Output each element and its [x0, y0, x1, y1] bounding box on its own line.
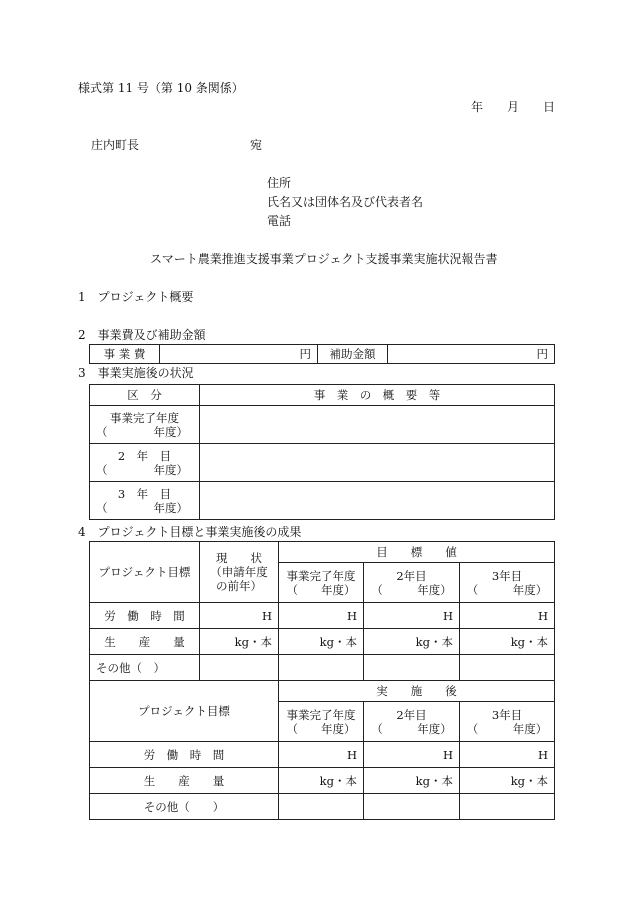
row-label: 3 年 目 — [117, 486, 172, 501]
col-line1: 2年目 — [396, 707, 427, 722]
target-col-year2 — [364, 563, 460, 603]
goal-table — [89, 541, 555, 820]
subsidy-label: 補助金額 — [318, 345, 388, 364]
result-other-year3[interactable] — [460, 794, 555, 820]
result-row-label-other: その他（ ） — [90, 794, 279, 820]
target-production-year3[interactable]: kg・本 — [460, 629, 555, 655]
result-production-completion[interactable]: kg・本 — [279, 768, 364, 794]
summary-cell[interactable] — [200, 482, 555, 520]
date-month: 月 — [507, 100, 520, 114]
col-line1: 3年目 — [491, 707, 523, 722]
target-col-year3 — [460, 563, 555, 603]
result-row-label-production: 生 産 量 — [90, 768, 279, 794]
form-number: 様式第 11 号（第 10 条関係） — [78, 81, 244, 95]
row-year: （ 年度） — [96, 462, 188, 477]
target-production-completion[interactable]: kg・本 — [279, 629, 364, 655]
cost-table — [89, 344, 555, 364]
result-col-year3 — [460, 702, 555, 742]
row-label-other: その他（ ） — [90, 655, 200, 681]
date-year: 年 — [471, 100, 484, 114]
result-labor-year3[interactable]: H — [460, 742, 555, 768]
col-category: 区 分 — [90, 385, 200, 406]
result-col-completion — [279, 702, 364, 742]
document-title: スマート農業推進支援事業プロジェクト支援事業実施状況報告書 — [150, 252, 498, 266]
target-labor-year2[interactable]: H — [364, 603, 460, 629]
col-line1: 3年目 — [491, 568, 523, 583]
addressee-name: 庄内町長 — [91, 138, 140, 152]
section1-heading: 1 プロジェクト概要 — [78, 290, 194, 304]
target-labor-completion[interactable]: H — [279, 603, 364, 629]
section4-heading: 4 プロジェクト目標と事業実施後の成果 — [78, 525, 302, 539]
result-header: 実 施 後 — [279, 681, 555, 702]
col-line2: （ 年度） — [286, 582, 356, 597]
target-production-year2[interactable]: kg・本 — [364, 629, 460, 655]
col-line2: （ 年度） — [286, 721, 356, 736]
target-col-completion — [279, 563, 364, 603]
row-label: 2 年 目 — [117, 448, 172, 463]
goal-label: プロジェクト目標 — [90, 542, 200, 603]
row-year: （ 年度） — [96, 424, 188, 439]
target-other-year3[interactable] — [460, 655, 555, 681]
result-other-year2[interactable] — [364, 794, 460, 820]
applicant-address: 住所 — [267, 176, 292, 190]
current-labor[interactable]: H — [200, 603, 279, 629]
target-header: 目 標 値 — [279, 542, 555, 563]
col-line1: 事業完了年度 — [286, 568, 356, 583]
date-day: 日 — [543, 100, 556, 114]
row-year-3 — [90, 482, 200, 520]
current-status-header — [200, 542, 279, 603]
section2-heading: 2 事業費及び補助金額 — [78, 328, 206, 342]
current-other[interactable] — [200, 655, 279, 681]
result-other-completion[interactable] — [279, 794, 364, 820]
current-line2: （申請年度 — [210, 565, 268, 579]
result-labor-completion[interactable]: H — [279, 742, 364, 768]
current-line1: 現 状 — [216, 551, 262, 565]
col-line2: （ 年度） — [371, 582, 452, 597]
row-completion-year — [90, 406, 200, 444]
result-goal-label: プロジェクト目標 — [90, 681, 279, 742]
col-line2: （ 年度） — [466, 582, 548, 597]
result-production-year3[interactable]: kg・本 — [460, 768, 555, 794]
target-other-completion[interactable] — [279, 655, 364, 681]
addressee-honorific: 宛 — [250, 138, 263, 152]
row-year: （ 年度） — [96, 500, 188, 515]
status-table — [89, 384, 555, 520]
section3-heading: 3 事業実施後の状況 — [78, 366, 194, 380]
current-production[interactable]: kg・本 — [200, 629, 279, 655]
result-col-year2 — [364, 702, 460, 742]
summary-cell[interactable] — [200, 406, 555, 444]
result-production-year2[interactable]: kg・本 — [364, 768, 460, 794]
applicant-name: 氏名又は団体名及び代表者名 — [267, 195, 424, 209]
row-label: 事業完了年度 — [110, 410, 179, 425]
current-line3: の前年） — [216, 579, 262, 593]
row-year-2 — [90, 444, 200, 482]
cost-field[interactable]: 円 — [160, 345, 318, 364]
result-row-label-labor: 労 働 時 間 — [90, 742, 279, 768]
target-other-year2[interactable] — [364, 655, 460, 681]
subsidy-field[interactable]: 円 — [388, 345, 555, 364]
col-line1: 2年目 — [396, 568, 427, 583]
applicant-phone: 電話 — [267, 214, 292, 228]
row-label-labor: 労 働 時 間 — [90, 603, 200, 629]
result-labor-year2[interactable]: H — [364, 742, 460, 768]
cost-label: 事 業 費 — [90, 345, 160, 364]
col-line2: （ 年度） — [371, 721, 452, 736]
summary-cell[interactable] — [200, 444, 555, 482]
col-summary: 事 業 の 概 要 等 — [200, 385, 555, 406]
target-labor-year3[interactable]: H — [460, 603, 555, 629]
col-line2: （ 年度） — [466, 721, 548, 736]
col-line1: 事業完了年度 — [286, 707, 356, 722]
row-label-production: 生 産 量 — [90, 629, 200, 655]
